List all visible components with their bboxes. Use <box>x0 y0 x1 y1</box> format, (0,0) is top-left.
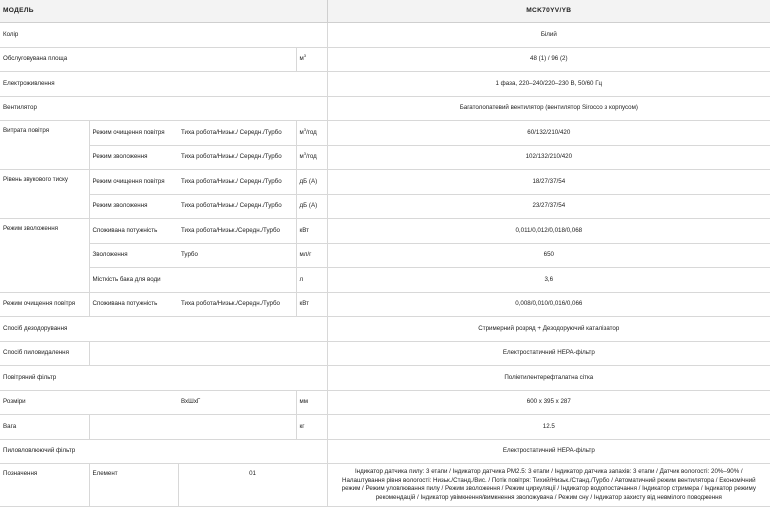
row-mode: Споживана потужність <box>89 219 178 244</box>
row-value: 3,6 <box>327 268 770 293</box>
row-unit: $м^3$/год <box>296 145 327 170</box>
row-unit: кг <box>296 415 327 440</box>
row-indicators <box>0 464 770 507</box>
row-speeds: Тиха робота/Низьк./ Середн./Турбо <box>178 145 296 170</box>
row-speeds: Тиха робота/Низьк./Середн./Турбо <box>178 292 296 317</box>
header-model-label: МОДЕЛЬ <box>0 0 327 23</box>
row-speeds: Тиха робота/Низьк./ Середн./Турбо <box>178 170 296 195</box>
row-unit: мм <box>296 390 327 415</box>
row-speeds: 01 <box>178 464 327 507</box>
row-value: Індикатор датчика пилу: 3 етапи / Індикатор датчика PM2.5: 3 етапи / Індикатор датчика запахів: 3 етапи / Датчик вологості: 20%–90% / Налаштування рівня вологості: Низьк./Станд./Вис. / Потік повітря: Тихий/Низьк./Станд./Турбо / Автоматичний режим вентилятора / Економічний режим / Режим уловлювання пилу / Режим зволоження / Режим циркуляції / Індикатор водопостачання / Індикатор стримера / Індикатор режиму рекомендацій / Індикатор увімкнення/вимкнення зволожувача / Режим сну / Індикатор захисту від невмілого поводження <box>327 464 770 507</box>
row-mode: Споживана потужність <box>89 292 178 317</box>
row-label: Позначення <box>0 464 89 507</box>
row-unit: $м^3$ <box>296 47 327 72</box>
row-value: 0,011/0,012/0,018/0,068 <box>327 219 770 244</box>
row-mode: Режим очищення повітря <box>89 121 178 146</box>
row-dust <box>0 341 770 366</box>
row-empty <box>89 341 327 366</box>
row-speeds: Турбо <box>178 243 296 268</box>
row-value: Електростатичний HEPA-фільтр <box>327 439 770 464</box>
row-value: 18/27/37/54 <box>327 170 770 195</box>
row-label: Спосіб дезодорування <box>0 317 327 342</box>
row-value: 0,008/0,010/0,016/0,066 <box>327 292 770 317</box>
row-mode: Режим зволоження <box>89 194 178 219</box>
row-unit: дБ (А) <box>296 170 327 195</box>
row-label: Повітряний фільтр <box>0 366 327 391</box>
row-value: 12.5 <box>327 415 770 440</box>
row-unit: мл/г <box>296 243 327 268</box>
row-speeds: Тиха робота/Низьк./ Середн./Турбо <box>178 121 296 146</box>
row-label: Рівень звукового тиску <box>0 170 89 219</box>
row-speeds: ВхШхГ <box>178 390 296 415</box>
row-label: Обслуговувана площа <box>0 47 296 72</box>
row-hum-tank <box>0 268 770 293</box>
table-header-row <box>0 0 770 23</box>
row-weight <box>0 415 770 440</box>
row-value: Електростатичний HEPA-фільтр <box>327 341 770 366</box>
row-mode: Режим очищення повітря <box>89 170 178 195</box>
row-value: Поліетилентерефталатна сітка <box>327 366 770 391</box>
row-value: 102/132/210/420 <box>327 145 770 170</box>
row-label: Пиловловлюючий фільтр <box>0 439 327 464</box>
row-value: Стримерний розряд + Дезодоруючий каталізатор <box>327 317 770 342</box>
row-value: Багатолопатевий вентилятор (вентилятор Sirocco з корпусом) <box>327 96 770 121</box>
row-hum-rate <box>0 243 770 268</box>
row-hum-power <box>0 219 770 244</box>
row-value: 60/132/210/420 <box>327 121 770 146</box>
row-noise-hum <box>0 194 770 219</box>
row-clean-power <box>0 292 770 317</box>
row-mode: Режим зволоження <box>89 145 178 170</box>
row-airflow-hum <box>0 145 770 170</box>
row-unit: кВт <box>296 219 327 244</box>
row-fan <box>0 96 770 121</box>
row-label: Спосіб пиловидалення <box>0 341 89 366</box>
row-value: 650 <box>327 243 770 268</box>
row-airflow-clean <box>0 121 770 146</box>
row-unit: кВт <box>296 292 327 317</box>
row-label: Режим зволоження <box>0 219 89 293</box>
row-value: 23/27/37/54 <box>327 194 770 219</box>
row-label: Розміри <box>0 390 178 415</box>
row-dims <box>0 390 770 415</box>
row-unit: $м^3$/год <box>296 121 327 146</box>
row-color <box>0 23 770 48</box>
row-speeds: Тиха робота/Низьк./Середн./Турбо <box>178 219 296 244</box>
row-deodor <box>0 317 770 342</box>
row-mode: Місткість бака для води <box>89 268 296 293</box>
row-value: Білий <box>327 23 770 48</box>
row-label: Електроживлення <box>0 72 327 97</box>
row-noise-clean <box>0 170 770 195</box>
row-unit: л <box>296 268 327 293</box>
row-area <box>0 47 770 72</box>
row-label: Вага <box>0 415 89 440</box>
row-dustfilter <box>0 439 770 464</box>
row-label: Вентилятор <box>0 96 327 121</box>
row-empty <box>89 415 296 440</box>
row-label: Витрата повітря <box>0 121 89 170</box>
row-value: 48 (1) / 96 (2) <box>327 47 770 72</box>
row-value: 1 фаза, 220–240/220–230 В, 50/60 Гц <box>327 72 770 97</box>
row-unit: дБ (А) <box>296 194 327 219</box>
row-value: 600 x 395 x 287 <box>327 390 770 415</box>
row-mode: Елемент <box>89 464 178 507</box>
row-airfilter <box>0 366 770 391</box>
row-mode: Зволоження <box>89 243 178 268</box>
row-power <box>0 72 770 97</box>
row-label: Режим очищення повітря <box>0 292 89 317</box>
row-speeds: Тиха робота/Низьк./ Середн./Турбо <box>178 194 296 219</box>
header-model-value: MCK70YV/YB <box>327 0 770 23</box>
row-label: Колір <box>0 23 327 48</box>
